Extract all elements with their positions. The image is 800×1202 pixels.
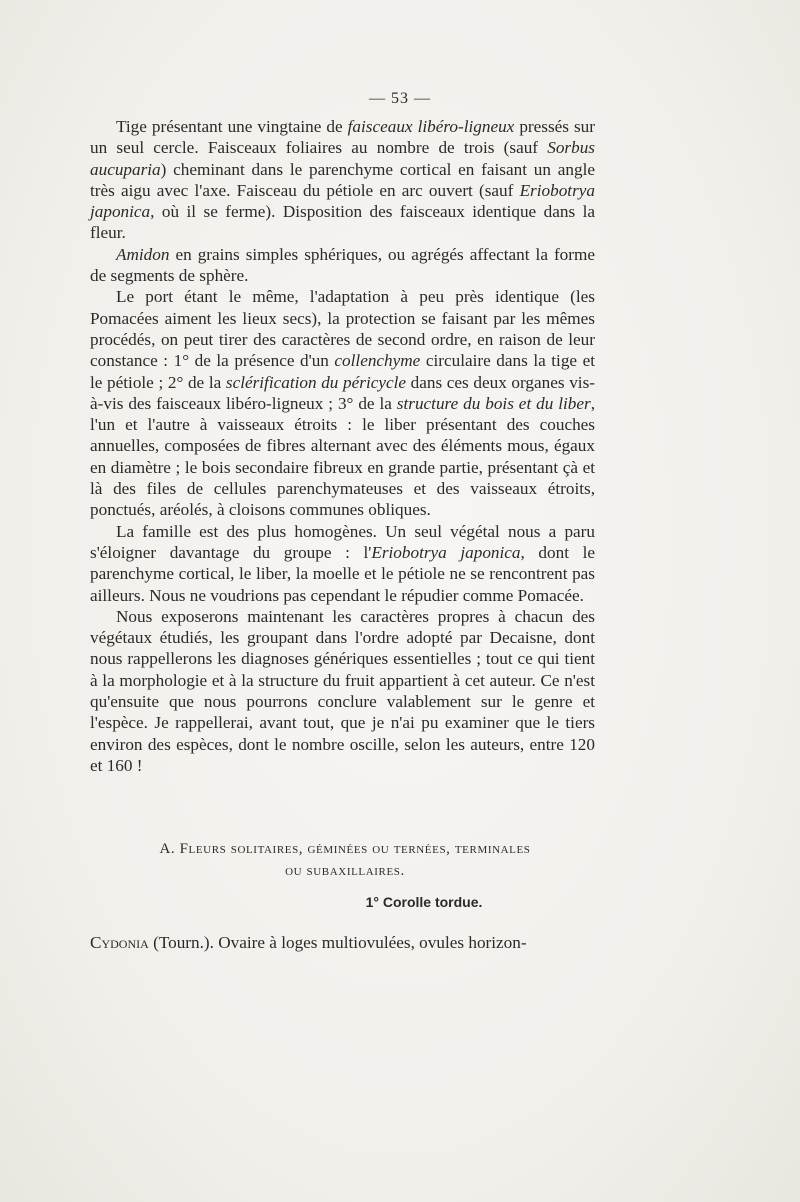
italic-run: Amidon — [116, 244, 170, 264]
paragraph — [90, 286, 595, 520]
text-run: dans ces deux organes vis-à-vis des faisceaux libéro-ligneux ; 3° de la — [90, 372, 595, 413]
text-run: , où il se ferme). Disposition des faisceaux identique dans la fleur. — [90, 202, 595, 243]
text-run: La famille est des plus homogènes. Un seul végétal nous a paru s'éloigner davantage du groupe : l' — [90, 521, 595, 562]
body-text — [90, 116, 595, 776]
italic-run: Eriobotrya japonica — [371, 542, 521, 562]
text-run: Le port étant le même, l'adaptation à peu près identique (les Pomacées aiment les lieux secs), la protection se faisant par les mêmes procédés, on peut tirer des caractères de second ordre, en raison de leur constance : 1° de la présence d'un — [90, 287, 595, 371]
text-run: , l'un et l'autre à vaisseaux étroits : le liber présentant des couches annuelles, composées de fibres alternant avec des éléments mous, égaux en diamètre ; le bois secondaire fibreux en grande partie, présentant çà et là des files de cellules parenchymateuses et des vaisseaux étroits, ponctués, aréolés, à cloisons communes obliques. — [90, 393, 595, 520]
section-heading — [100, 838, 590, 882]
text-run: ) cheminant dans le parenchyme cortical en faisant un angle très aigu avec l'axe. Faisceau du pétiole en arc ouvert (sauf — [90, 159, 595, 200]
paragraph — [90, 116, 595, 244]
paragraph — [90, 244, 595, 287]
text-run: Nous exposerons maintenant les caractères propres à chacun des végétaux étudiés, les groupant dans l'ordre adopté par Decaisne, dont nous rappellerons les diagnoses génériques essentielles ; tout ce qui tient à la morphologie et à la structure du fruit appartient à cet auteur. Ce n'est qu'ensuite que nous pourrons conclure valablement sur le genre et l'espèce. Je rappellerai, avant tout, que je n'ai pu examiner que le tiers environ des espèces, dont le nombre oscille, selon les auteurs, entre 120 et 160 ! — [90, 606, 595, 775]
section-heading-line1: A. Fleurs solitaires, géminées ou ternées, terminales — [159, 841, 531, 857]
paragraph — [90, 606, 595, 776]
paragraph — [90, 521, 595, 606]
section-heading-line2: ou subaxillaires. — [285, 863, 405, 879]
italic-run: faisceaux libéro-ligneux — [347, 117, 515, 136]
text-run: en grains simples sphériques, ou agrégés affectant la forme de segments de sphère. — [90, 244, 595, 286]
italic-run: structure du bois et du liber — [396, 393, 591, 413]
text-run: , dont le parenchyme cortical, le liber, la moelle et le pétiole ne se rencontrent pas ailleurs. Nous ne voudrions pas cependant le répudier comme Pomacée. — [90, 542, 595, 605]
text-run: circulaire dans la tige et le pétiole ; 2° de la — [90, 351, 595, 392]
genus-line — [90, 932, 595, 953]
genus-description: (Tourn.). Ovaire à loges multiovulées, ovules horizon- — [148, 933, 527, 952]
text-run: pressés sur un seul cercle. Faisceaux foliaires au nombre de trois (sauf — [90, 117, 596, 158]
italic-run: collenchyme — [334, 351, 421, 371]
italic-run: sclérification du péricycle — [225, 372, 407, 392]
italic-run: Eriobotrya japonica — [90, 180, 595, 222]
italic-run: Sorbus aucuparia — [90, 138, 595, 179]
genus-name: Cydonia — [90, 933, 149, 952]
text-run: Tige présentant une vingtaine de — [116, 117, 348, 136]
subheading: 1° Corolle tordue. — [365, 894, 483, 910]
page-number: — 53 — — [369, 90, 431, 107]
